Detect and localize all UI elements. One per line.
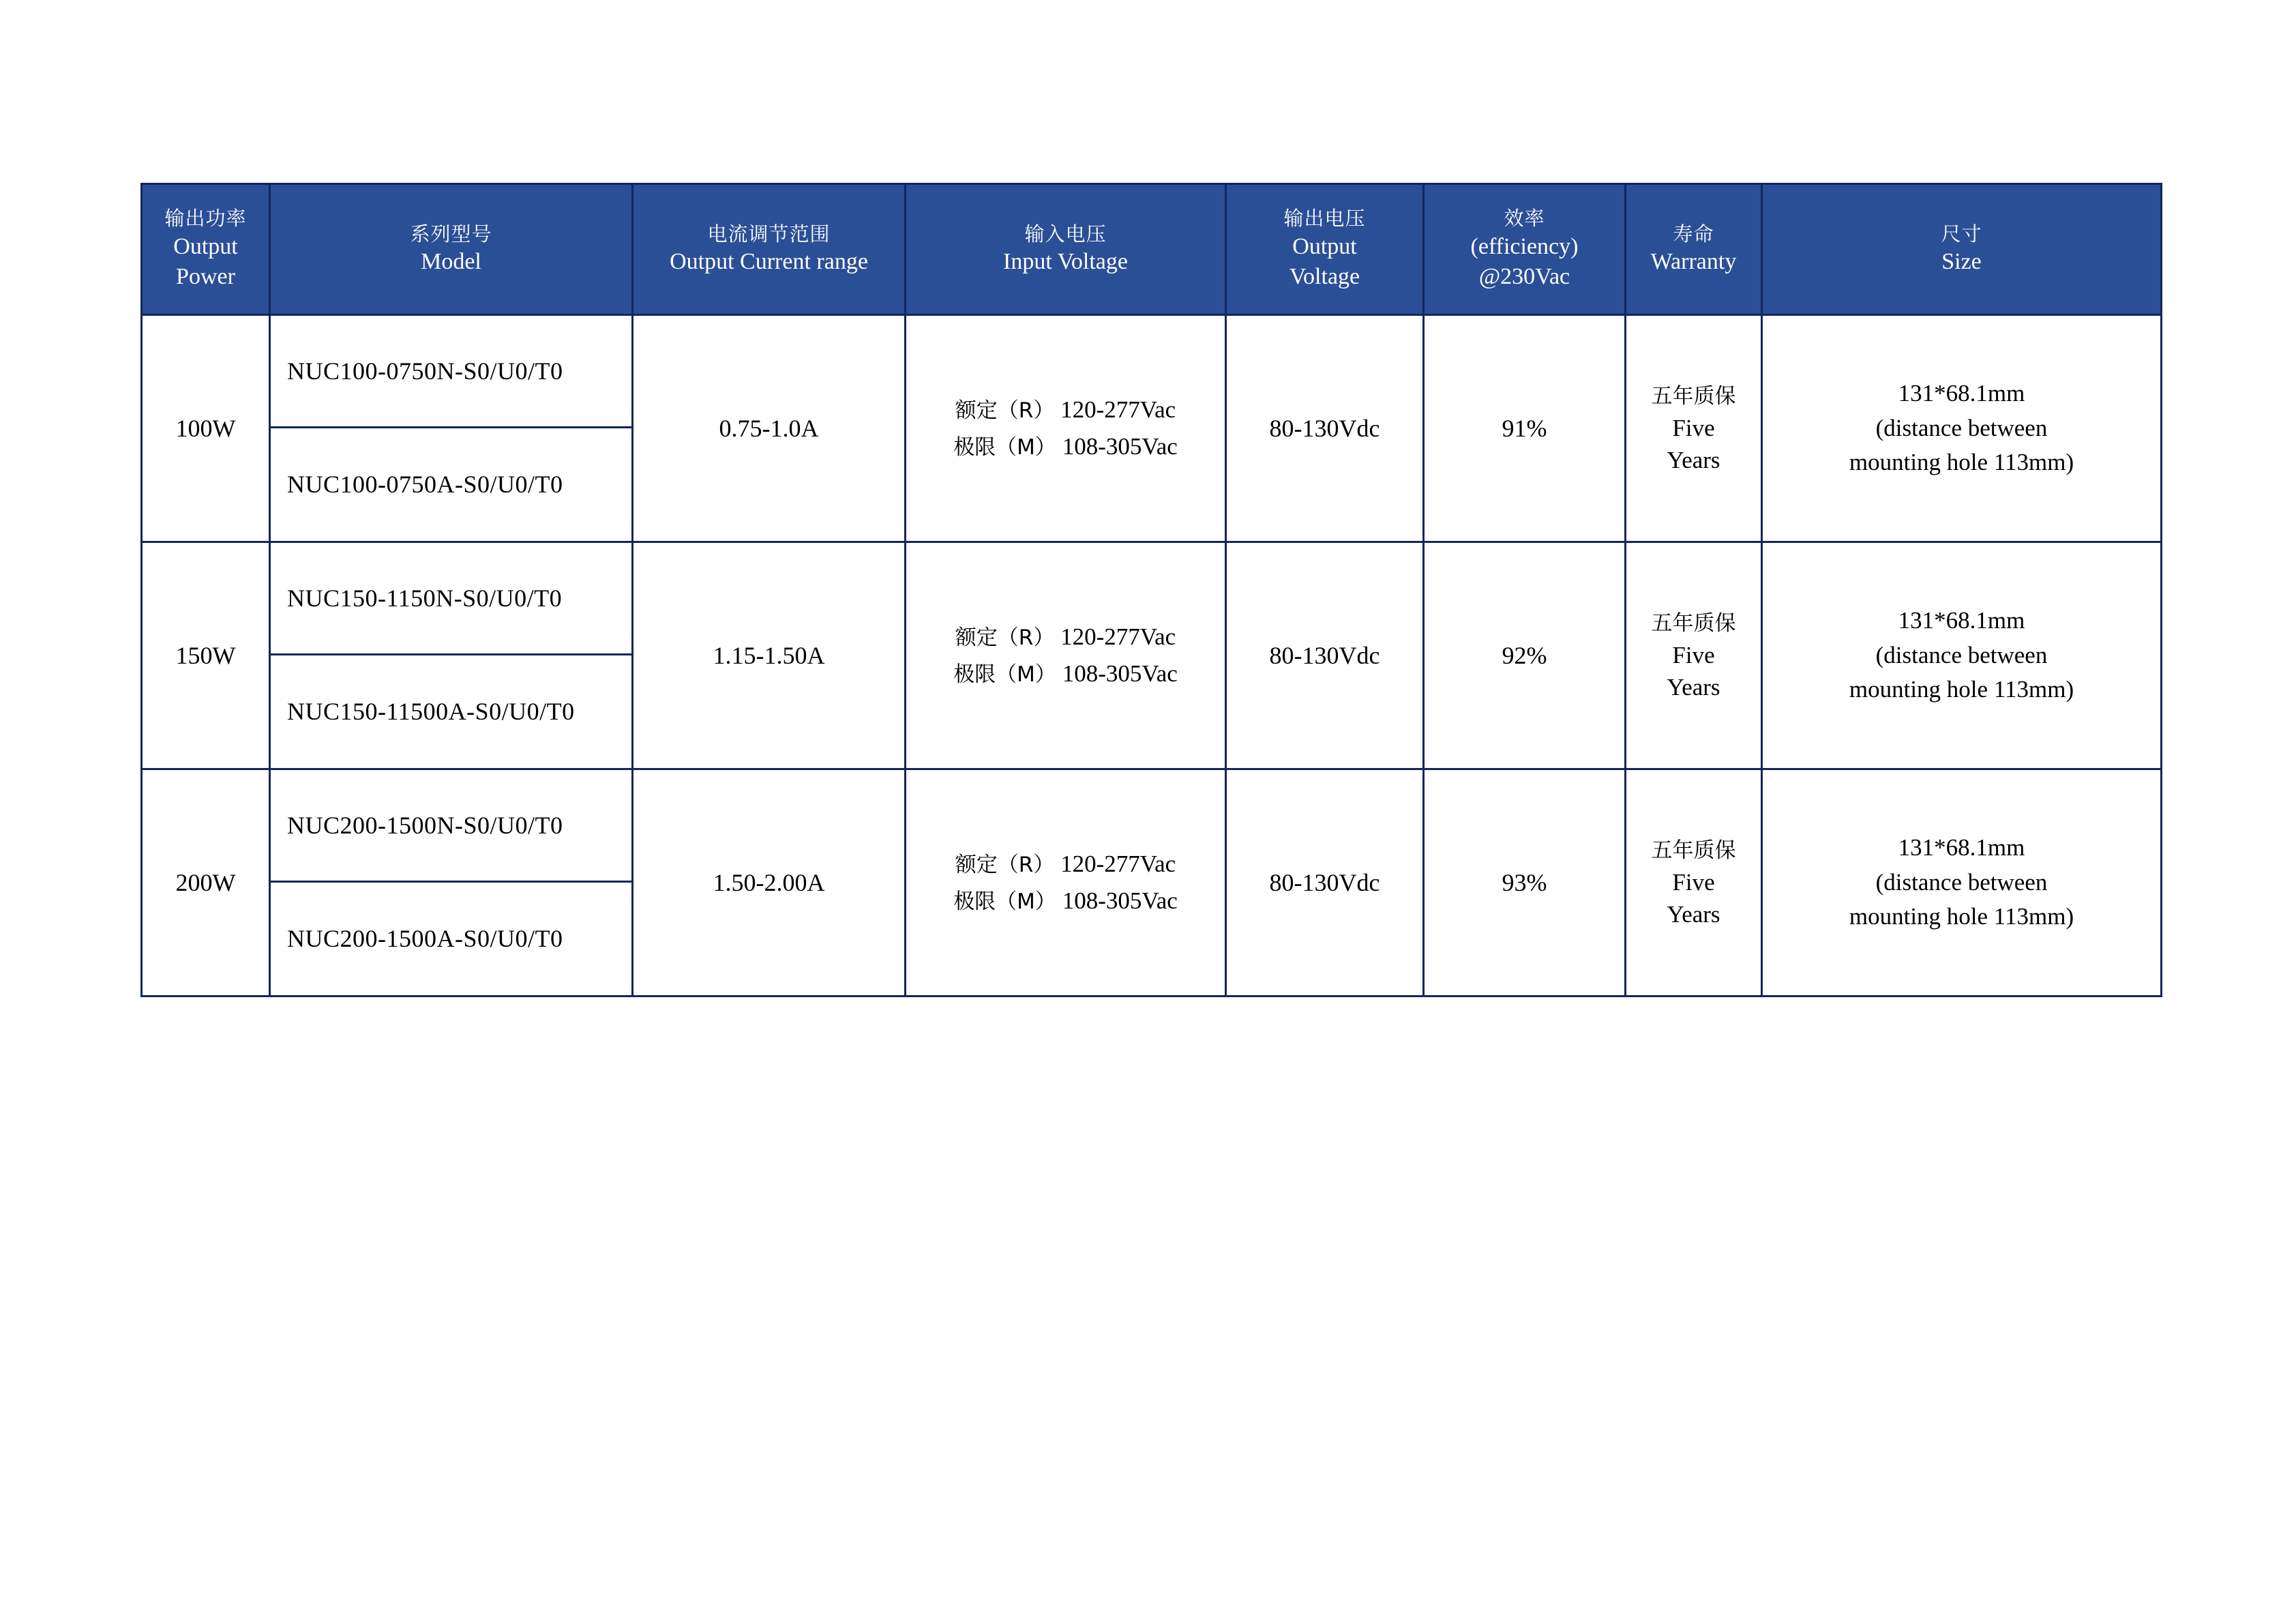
- warranty-cn: 五年质保: [1651, 383, 1736, 409]
- column-header-input-voltage: [906, 184, 1226, 315]
- warranty-en-line2: Years: [1667, 447, 1720, 474]
- column-header-output-power-en-line1: Output: [173, 234, 238, 260]
- column-header-current-range-en: Output Current range: [670, 249, 868, 275]
- column-header-warranty-en: Warranty: [1650, 249, 1737, 275]
- column-header-size: [1762, 184, 2162, 315]
- column-header-output-voltage-en-line2: Voltage: [1289, 264, 1360, 290]
- warranty-en-line1: Five: [1672, 415, 1715, 441]
- column-header-output-power: [142, 184, 270, 315]
- table-body: [142, 315, 2162, 996]
- cell-output-voltage: 80-130Vdc: [1226, 769, 1424, 996]
- column-header-current-range: [633, 184, 906, 315]
- input-voltage-limit-value: 108-305Vac: [1062, 887, 1178, 914]
- input-voltage-limit-label: 极限（M）: [953, 662, 1056, 687]
- cell-output-voltage: 80-130Vdc: [1226, 542, 1424, 769]
- cell-input-voltage: [906, 769, 1226, 996]
- table-header-row: [142, 184, 2162, 315]
- column-header-model-en: Model: [421, 249, 481, 275]
- model-variant-a: NUC100-0750A-S0/U0/T0: [287, 471, 563, 499]
- input-voltage-limit-value: 108-305Vac: [1062, 660, 1178, 687]
- input-voltage-limit: [906, 655, 1225, 692]
- warranty-en-line1: Five: [1672, 642, 1715, 668]
- cell-size: [1762, 315, 2162, 542]
- size-note-line1: (distance between: [1875, 868, 2048, 896]
- cell-model: [270, 542, 633, 769]
- cell-output-power: 100W: [142, 315, 270, 542]
- product-specification-table: [140, 183, 2162, 997]
- input-voltage-rated: [906, 846, 1225, 883]
- input-voltage-rated: [906, 392, 1225, 428]
- input-voltage-limit: [906, 428, 1225, 465]
- model-variant-n: NUC100-0750N-S0/U0/T0: [271, 316, 631, 428]
- size-note-line2: mounting hole 113mm): [1849, 676, 2074, 703]
- input-voltage-rated-label: 额定（R）: [955, 852, 1055, 877]
- cell-output-power: 150W: [142, 542, 270, 769]
- cell-model: [270, 769, 633, 996]
- warranty-en-line2: Years: [1667, 901, 1720, 928]
- model-variant-a: NUC150-11500A-S0/U0/T0: [287, 698, 575, 726]
- size-dimensions: 131*68.1mm: [1898, 833, 2025, 861]
- cell-warranty: [1626, 315, 1762, 542]
- table-row: [142, 542, 2162, 769]
- column-header-model: [270, 184, 633, 315]
- table-row: [142, 769, 2162, 996]
- input-voltage-limit-value: 108-305Vac: [1062, 433, 1178, 460]
- input-voltage-rated-label: 额定（R）: [955, 398, 1055, 423]
- cell-size: [1762, 769, 2162, 996]
- size-note-line2: mounting hole 113mm): [1849, 449, 2074, 476]
- table-row: [142, 315, 2162, 542]
- column-header-size-cn: 尺寸: [1941, 222, 1982, 246]
- size-note-line1: (distance between: [1875, 414, 2048, 441]
- size-dimensions: 131*68.1mm: [1898, 379, 2025, 407]
- model-variant-a: NUC200-1500A-S0/U0/T0: [287, 925, 563, 953]
- input-voltage-rated-value: 120-277Vac: [1060, 396, 1176, 423]
- input-voltage-rated-value: 120-277Vac: [1060, 850, 1176, 877]
- model-variant-n: NUC150-1150N-S0/U0/T0: [271, 543, 631, 655]
- cell-output-power: 200W: [142, 769, 270, 996]
- input-voltage-rated-value: 120-277Vac: [1060, 623, 1176, 650]
- column-header-output-voltage: [1226, 184, 1424, 315]
- input-voltage-limit: [906, 883, 1225, 919]
- column-header-warranty: [1626, 184, 1762, 315]
- warranty-en-line2: Years: [1667, 674, 1720, 701]
- column-header-output-voltage-en-line1: Output: [1292, 234, 1357, 260]
- warranty-cn: 五年质保: [1651, 610, 1736, 636]
- size-note-line2: mounting hole 113mm): [1849, 903, 2074, 930]
- cell-warranty: [1626, 769, 1762, 996]
- cell-efficiency: 92%: [1424, 542, 1626, 769]
- column-header-size-en: Size: [1941, 249, 1982, 275]
- column-header-input-voltage-en: Input Voltage: [1003, 249, 1128, 275]
- column-header-output-voltage-cn: 输出电压: [1283, 207, 1366, 231]
- input-voltage-rated: [906, 619, 1225, 655]
- input-voltage-limit-label: 极限（M）: [953, 889, 1056, 914]
- input-voltage-rated-label: 额定（R）: [955, 625, 1055, 650]
- column-header-efficiency-en-line1: (efficiency): [1470, 234, 1579, 260]
- cell-current-range: 1.15-1.50A: [633, 542, 906, 769]
- column-header-output-power-en-line2: Power: [176, 264, 235, 290]
- column-header-efficiency: [1424, 184, 1626, 315]
- cell-input-voltage: [906, 315, 1226, 542]
- column-header-input-voltage-cn: 输入电压: [1024, 222, 1107, 246]
- input-voltage-limit-label: 极限（M）: [953, 435, 1056, 460]
- model-stack: [271, 316, 631, 541]
- warranty-en-line1: Five: [1672, 869, 1715, 896]
- size-dimensions: 131*68.1mm: [1898, 606, 2025, 634]
- cell-current-range: 1.50-2.00A: [633, 769, 906, 996]
- cell-size: [1762, 542, 2162, 769]
- cell-current-range: 0.75-1.0A: [633, 315, 906, 542]
- model-variant-n: NUC200-1500N-S0/U0/T0: [271, 770, 631, 883]
- cell-efficiency: 93%: [1424, 769, 1626, 996]
- column-header-current-range-cn: 电流调节范围: [707, 222, 831, 246]
- model-stack: [271, 543, 631, 768]
- cell-output-voltage: 80-130Vdc: [1226, 315, 1424, 542]
- model-stack: [271, 770, 631, 995]
- cell-model: [270, 315, 633, 542]
- column-header-model-cn: 系列型号: [410, 222, 492, 246]
- warranty-cn: 五年质保: [1651, 838, 1736, 863]
- table-header: [142, 184, 2162, 315]
- column-header-warranty-cn: 寿命: [1673, 222, 1714, 246]
- column-header-efficiency-cn: 效率: [1504, 207, 1545, 231]
- cell-efficiency: 91%: [1424, 315, 1626, 542]
- column-header-efficiency-en-line2: @230Vac: [1478, 264, 1570, 290]
- cell-input-voltage: [906, 542, 1226, 769]
- column-header-output-power-cn: 输出功率: [164, 207, 247, 231]
- cell-warranty: [1626, 542, 1762, 769]
- size-note-line1: (distance between: [1875, 641, 2048, 668]
